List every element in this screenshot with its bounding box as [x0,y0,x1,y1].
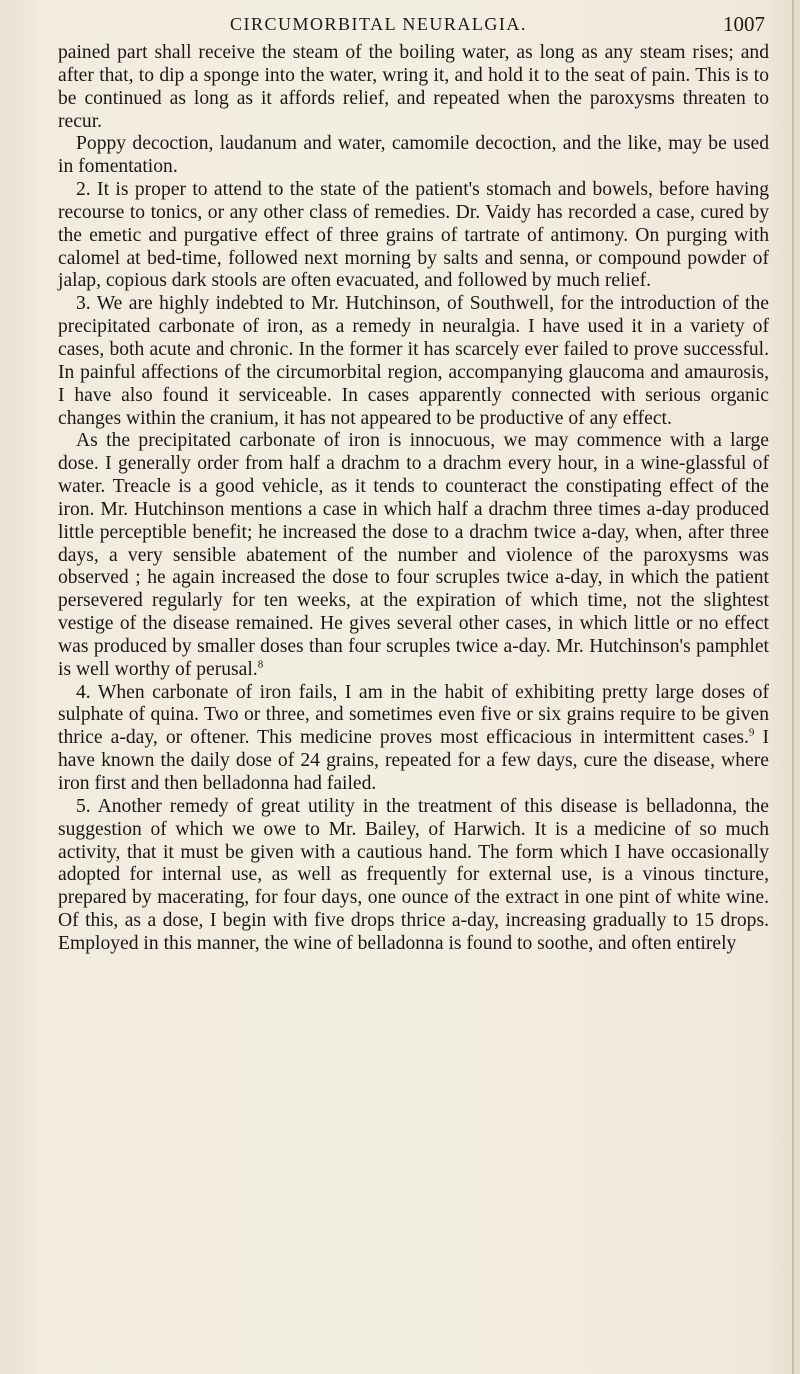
paragraph-carbonate-dose [58,430,769,681]
paragraph-text: Poppy decoction, laudanum and water, camomile decoction, and the like, may be used in fomentation. [58,133,769,178]
paragraph-text: 3. We are highly indebted to Mr. Hutchinson, of Southwell, for the introduction of the precipitated carbonate of iron, as a remedy in neuralgia. I have used it in a variety of cases, both acute and chronic. In the former it has scarcely ever failed to prove successful. In painful affections of the circumorbital region, accompanying glaucoma and amaurosis, I have also found it serviceable. In cases apparently connected with serious organic changes within the cranium, it has not appeared to be productive of any effect. [58,293,769,429]
paragraph-text: 4. When carbonate of iron fails, I am in the habit of exhibiting pretty large doses of sulphate of quina. Two or three, and sometimes even five or six grains require to be given thrice a-day, or oftener. This medicine proves most efficacious in intermittent cases. [58,681,769,749]
page-header [60,14,765,40]
page-number: 1007 [723,12,765,36]
paragraph-item-5 [58,796,769,956]
paragraph-fomentation [58,133,769,179]
paragraph-continuation [58,42,769,133]
paragraph-item-2 [58,179,769,293]
paragraph-text: pained part shall receive the steam of the boiling water, as long as any steam rises; and after that, to dip a sponge into the water, wring it, and hold it to the seat of pain. This is to be continued as long as it affords relief, and repeated when the paroxysms threaten to recur. [58,42,769,132]
paragraph-text: 2. It is proper to attend to the state of the patient's stomach and bowels, before having recourse to tonics, or any other class of remedies. Dr. Vaidy has recorded a case, cured by the emetic and purgative effect of three grains of tartrate of antimony. On purging with calomel at bed-time, followed next morning by salts and senna, or compound powder of jalap, copious dark stools are often evacuated, and followed by much relief. [58,179,769,292]
footnote-marker: 9 [748,726,755,739]
paragraph-item-4 [58,682,769,796]
paragraph-text-continued: I have known the daily dose of 24 grains, repeated for a few days, cure the disease, where iron first and then belladonna had failed. [58,727,769,794]
body-text [58,42,769,956]
paragraph-text: As the precipitated carbonate of iron is innocuous, we may commence with a large dose. I generally order from half a drachm to a drachm every hour, in a wine-glassful of water. Treacle is a good vehicle, as it tends to counteract the constipating effect of the iron. Mr. Hutchinson mentions a case in which half a drachm three times a-day produced little perceptible benefit; he increased the dose to a drachm twice a-day, when, after three days, a very sensible abatement of the number and violence of the paroxysms was observed ; he again increased the dose to four scruples twice a-day, in which the patient persevered regularly for ten weeks, at the expiration of which time, not the slightest vestige of the disease remained. He gives several other cases, in which little or no effect was produced by smaller doses than four scruples twice a-day. Mr. Hutchinson's pamphlet is well worthy of perusal. [58,430,769,680]
footnote-marker: 8 [257,658,264,671]
paragraph-text: 5. Another remedy of great utility in the treatment of this disease is belladonna, the suggestion of which we owe to Mr. Bailey, of Harwich. It is a medicine of so much activity, that it must be given with a cautious hand. The form which I have occasionally adopted for internal use, as well as frequently for external use, is a vinous tincture, prepared by macerating, for four days, one ounce of the extract in one pint of white wine. Of this, as a dose, I begin with five drops thrice a-day, increasing gradually to 15 drops. Employed in this manner, the wine of belladonna is found to soothe, and often entirely [58,795,769,954]
paragraph-item-3 [58,293,769,430]
running-title: CIRCUMORBITAL NEURALGIA. [230,14,527,34]
page-edge [792,0,794,1374]
